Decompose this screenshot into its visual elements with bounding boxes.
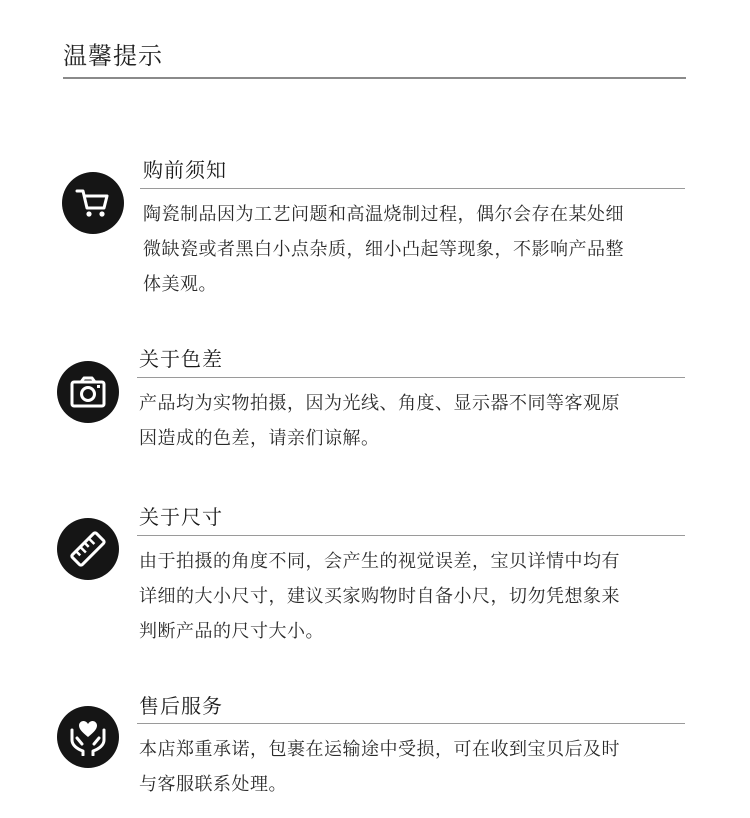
section-body bbox=[143, 197, 624, 302]
ruler-icon bbox=[57, 518, 119, 580]
section-body bbox=[139, 386, 620, 456]
section-divider bbox=[137, 723, 685, 724]
section-heading: 购前须知 bbox=[143, 158, 227, 182]
section-divider bbox=[140, 188, 685, 189]
section-body bbox=[139, 732, 620, 802]
page-title: 温馨提示 bbox=[63, 42, 163, 70]
text-line: 微缺瓷或者黑白小点杂质，细小凸起等现象，不影响产品整 bbox=[143, 239, 624, 260]
section-heading: 关于色差 bbox=[139, 347, 223, 371]
text-line: 由于拍摄的角度不同，会产生的视觉误差，宝贝详情中均有 bbox=[139, 551, 620, 572]
section-divider bbox=[137, 377, 685, 378]
section-heading: 关于尺寸 bbox=[139, 505, 223, 529]
text-line: 因造成的色差，请亲们谅解。 bbox=[139, 428, 380, 449]
section-body bbox=[139, 544, 620, 649]
text-line: 与客服联系处理。 bbox=[139, 774, 287, 795]
text-line: 本店郑重承诺，包裹在运输途中受损，可在收到宝贝后及时 bbox=[139, 739, 620, 760]
text-line: 判断产品的尺寸大小。 bbox=[139, 621, 324, 642]
shopping-cart-icon bbox=[62, 172, 124, 234]
title-divider bbox=[63, 77, 686, 79]
section-heading: 售后服务 bbox=[139, 694, 223, 718]
camera-icon bbox=[57, 361, 119, 423]
text-line: 陶瓷制品因为工艺问题和高温烧制过程，偶尔会存在某处细 bbox=[143, 204, 624, 225]
text-line: 产品均为实物拍摄，因为光线、角度、显示器不同等客观原 bbox=[139, 393, 620, 414]
heart-hands-icon bbox=[57, 706, 119, 768]
text-line: 详细的大小尺寸，建议买家购物时自备小尺，切勿凭想象来 bbox=[139, 586, 620, 607]
text-line: 体美观。 bbox=[143, 274, 217, 295]
section-divider bbox=[137, 535, 685, 536]
